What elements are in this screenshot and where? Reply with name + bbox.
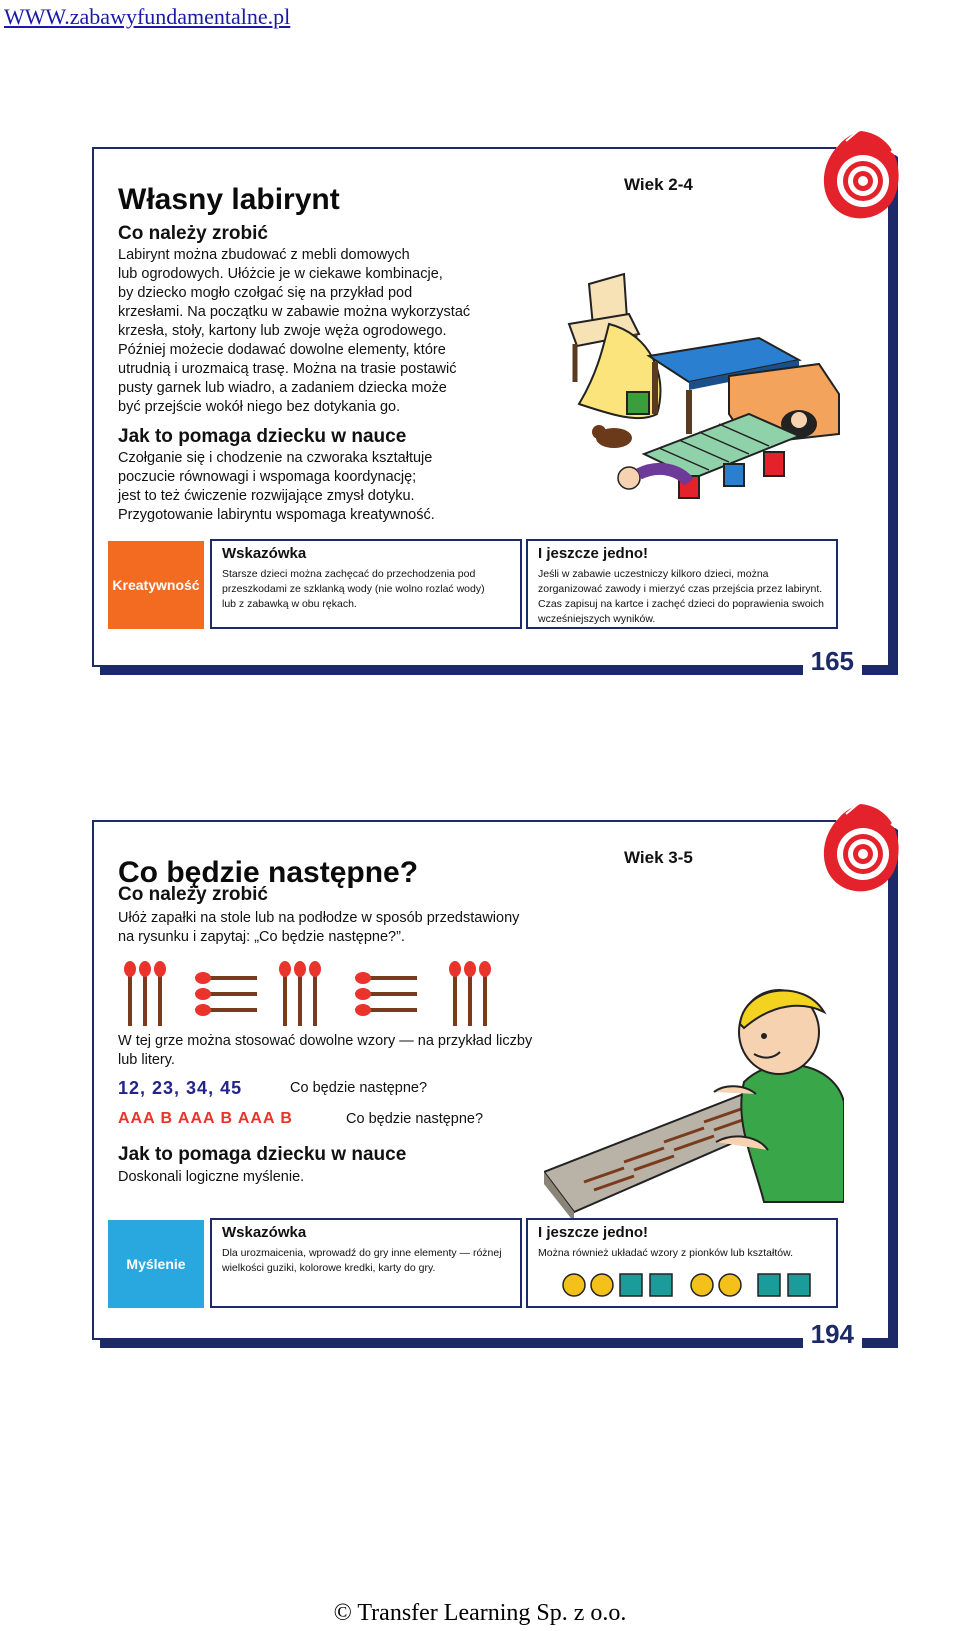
matchstick-pattern xyxy=(122,960,522,1030)
text-line: Starsze dzieci można zachęcać do przechodzenia pod xyxy=(222,568,476,580)
activity-card-2 xyxy=(92,820,890,1349)
instructions-text xyxy=(118,246,470,417)
card-title: Własny labirynt xyxy=(118,183,340,216)
text-line: pusty garnek lub wiadro, a zadaniem dziecka może xyxy=(118,380,447,396)
text-line: lub z zabawką w obu rękach. xyxy=(222,598,357,610)
extra-title: I jeszcze jedno! xyxy=(538,545,649,562)
section-heading-what: Co należy zrobić xyxy=(118,223,268,244)
boy xyxy=(714,990,844,1202)
text-line: Później możecie dodawać dowolne elementy, które xyxy=(118,342,446,358)
card-title: Co będzie następne? xyxy=(118,856,419,889)
text-line: Labirynt można zbudować z mebli domowych xyxy=(118,247,410,263)
boy-with-matches-illustration xyxy=(544,972,844,1222)
extra-text xyxy=(538,567,828,627)
text-line: W tej grze można stosować dowolne wzory — na przykład liczby xyxy=(118,1033,533,1049)
card-face xyxy=(92,820,890,1340)
text-line: Ułóż zapałki na stole lub na podłodze w sposób przedstawiony xyxy=(118,910,520,926)
extra-box xyxy=(526,539,838,629)
text-line: krzesłami. Na początku w zabawie można wykorzystać xyxy=(118,304,471,320)
copyright-footer: © Transfer Learning Sp. z o.o. xyxy=(333,1600,627,1626)
tip-title: Wskazówka xyxy=(222,545,307,562)
spiral-shell-icon xyxy=(816,800,906,900)
tip-title: Wskazówka xyxy=(222,1224,307,1241)
tip-text xyxy=(222,567,512,612)
teddy-bear-illustration xyxy=(592,425,632,448)
text-line: przeszkodami ze szklanką wody (nie wolno rozlać wody) xyxy=(222,583,485,595)
tip-text xyxy=(222,1246,512,1276)
benefits-text xyxy=(118,449,435,525)
text-line: poczucie równowagi i wspomaga koordynację; xyxy=(118,469,417,485)
tip-box xyxy=(210,539,522,629)
number-sequence: 12, 23, 34, 45 xyxy=(118,1078,243,1098)
text-line: Można również układać wzory z pionków lub kształtów. xyxy=(538,1247,794,1259)
text-line: wcześniejszych wyników. xyxy=(538,613,656,625)
text-line: zorganizować zawody i mierzyć czas przejścia przez labirynt. xyxy=(538,583,823,595)
benefits-text xyxy=(118,1168,304,1187)
text-line: Dla urozmaicenia, wprowadź do gry inne elementy — różnej xyxy=(222,1247,502,1259)
text-line: krzesła, stoły, kartony lub zwoje węża ogrodowego. xyxy=(118,323,447,339)
text-line: lub ogrodowych. Ułóżcie je w ciekawe kombinacje, xyxy=(118,266,443,282)
website-link[interactable]: WWW.zabawyfundamentalne.pl xyxy=(4,4,291,29)
extra-text xyxy=(538,1246,828,1261)
text-line: Przygotowanie labiryntu wspomaga kreatywność. xyxy=(118,507,435,523)
page-number: 194 xyxy=(803,1319,862,1350)
shape-pattern xyxy=(562,1270,822,1300)
text-line: Czołganie się i chodzenie na czworaka kształtuje xyxy=(118,450,433,466)
text-line: na rysunku i zapytaj: „Co będzie następne?”. xyxy=(118,929,405,945)
text-line: wielkości guziki, kolorowe kredki, karty do gry. xyxy=(222,1262,436,1274)
text-line: lub litery. xyxy=(118,1052,175,1068)
text-line: utrudnią i urozmaicą trasę. Można na trasie postawić xyxy=(118,361,457,377)
text-line: być przejście wokół niego bez dotykania go. xyxy=(118,399,401,415)
text-line: by dziecko mogło czołgać się na przykład pod xyxy=(118,285,413,301)
category-badge: Kreatywność xyxy=(108,541,204,629)
category-badge: Myślenie xyxy=(108,1220,204,1308)
letter-question: Co będzie następne? xyxy=(346,1111,484,1127)
spiral-shell-icon xyxy=(816,127,906,227)
text-line: Jeśli w zabawie uczestniczy kilkoro dzieci, można xyxy=(538,568,769,580)
activity-card-1 xyxy=(92,147,890,676)
page-number: 165 xyxy=(803,646,862,677)
pattern-text xyxy=(118,1032,532,1070)
card-face xyxy=(92,147,890,667)
bucket-illustration xyxy=(627,392,649,414)
text-line: jest to też ćwiczenie rozwijające zmysł dotyku. xyxy=(118,488,415,504)
section-heading-what: Co należy zrobić xyxy=(118,884,268,905)
section-heading-how: Jak to pomaga dziecku w nauce xyxy=(118,426,407,447)
age-label: Wiek 3-5 xyxy=(624,848,693,867)
text-line: Czas zapisuj na kartce i zachęć dzieci do poprawienia swoich xyxy=(538,598,824,610)
extra-box xyxy=(526,1218,838,1308)
instructions-text xyxy=(118,909,519,947)
age-label: Wiek 2-4 xyxy=(624,175,693,194)
number-question: Co będzie następne? xyxy=(290,1080,428,1096)
section-heading-how: Jak to pomaga dziecku w nauce xyxy=(118,1144,407,1165)
letter-sequence: AAA B AAA B AAA B xyxy=(118,1110,293,1127)
text-line: Doskonali logiczne myślenie. xyxy=(118,1169,305,1185)
tip-box xyxy=(210,1218,522,1308)
furniture-maze-illustration xyxy=(549,264,849,524)
extra-title: I jeszcze jedno! xyxy=(538,1224,649,1241)
